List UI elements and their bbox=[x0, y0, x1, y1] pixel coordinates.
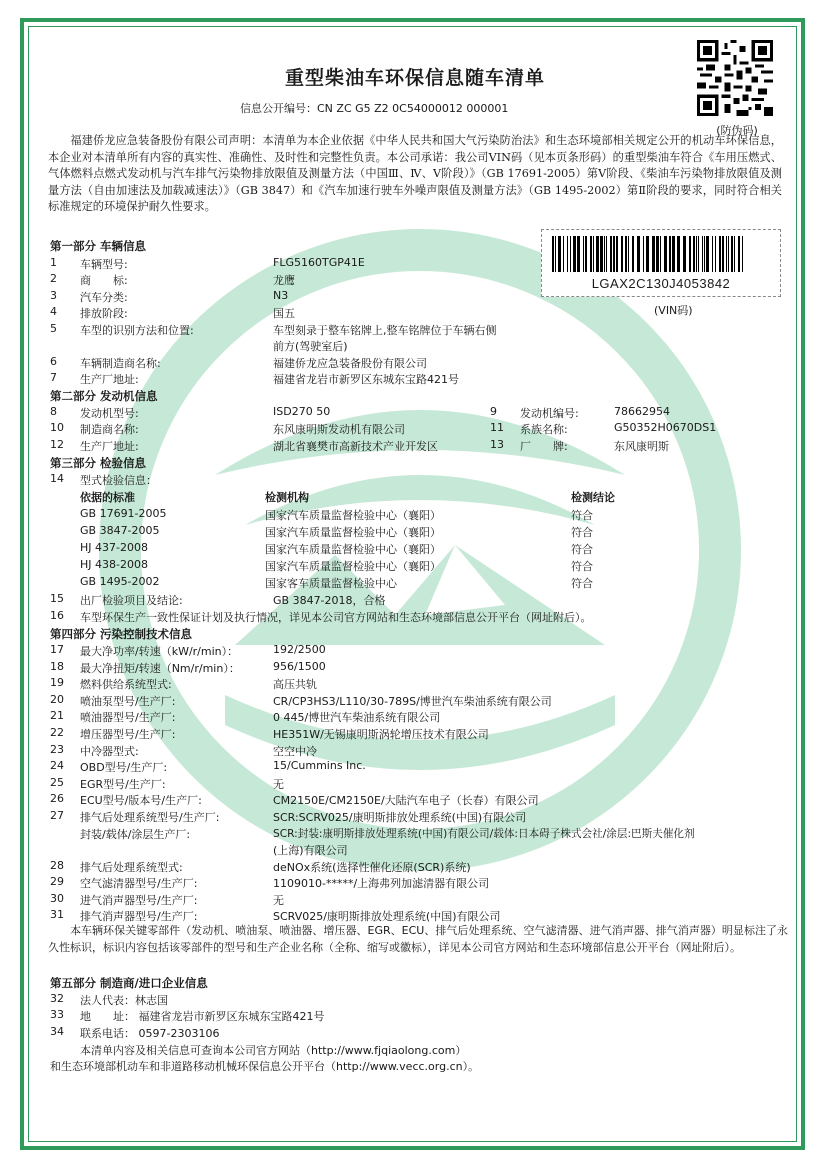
barcode-bar bbox=[637, 236, 640, 272]
barcode-bar bbox=[625, 236, 627, 272]
barcode-bar bbox=[677, 236, 680, 272]
item-value: SCR:SCRV025/康明斯排放处理系统(中国)有限公司 bbox=[273, 811, 527, 824]
col-header-standard: 依据的标准 bbox=[80, 491, 135, 504]
item-number: 5 bbox=[50, 322, 57, 335]
item-number: 31 bbox=[50, 908, 64, 922]
aftertreatment-supplier-value: SCR:封装:康明斯排放处理系统(中国)有限公司/载体:日本碍子株式会社/涂层:巴斯夫催化剂 bbox=[273, 828, 695, 840]
barcode-bar bbox=[643, 236, 644, 272]
barcode-bar bbox=[683, 236, 686, 272]
barcode-bar bbox=[632, 236, 634, 272]
item-number: 26 bbox=[50, 792, 64, 806]
manufacturer-declaration: 福建侨龙应急装备股份有限公司声明：本清单为本企业依据《中华人民共和国大气污染防治法》和生态环境部相关规定公开的机动车环保信息，本企业对本清单所有内容的真实性、准确性、及时性和完整性负责。本公司承诺：我公司VIN码（见本页条形码）的重型柴油车符合《车用压燃式、气体燃料点燃式发动机与汽车排气污染物排放限值及测量方法（中国Ⅲ、Ⅳ、Ⅴ阶段）》（GB 17691-2005）第Ⅴ阶段、《柴油车污染物排放限值及测量方法（自由加速法及加载减速法）》（GB 3847）和《汽车加速行驶车外噪声限值及测量方法》（GB 1495-2002）第Ⅱ阶段的要求，同时符合相关标准规定的环境保护耐久性要求。 bbox=[48, 134, 782, 213]
table-cell: 符合 bbox=[571, 560, 593, 573]
barcode-bar bbox=[621, 236, 623, 272]
item-number: 18 bbox=[50, 659, 64, 673]
item-number: 14 bbox=[50, 472, 64, 485]
item-number: 13 bbox=[490, 438, 504, 451]
item-value: deNOx系统(选择性催化还原(SCR)系统) bbox=[273, 861, 471, 874]
item-value: 无 bbox=[273, 893, 284, 907]
barcode-bar bbox=[583, 236, 584, 272]
barcode-bar bbox=[734, 236, 735, 272]
table-cell: GB 3847-2005 bbox=[80, 524, 160, 537]
vin-caption: (VIN码) bbox=[654, 304, 693, 317]
engine-maker-value: 东风康明斯发动机有限公司 bbox=[273, 423, 405, 436]
table-cell: 国家汽车质量监督检验中心（襄阳） bbox=[265, 560, 441, 573]
item-label: 系族名称: bbox=[520, 423, 568, 436]
factory-inspection-value: GB 3847-2018，合格 bbox=[273, 594, 386, 607]
item-number: 3 bbox=[50, 289, 57, 302]
item-label: 发动机型号: bbox=[80, 407, 139, 420]
item-value: SCRV025/康明斯排放处理系统(中国)有限公司 bbox=[273, 910, 501, 924]
table-cell: 国家客车质量监督检验中心 bbox=[265, 577, 397, 590]
barcode-bar bbox=[712, 236, 713, 272]
item-number: 34 bbox=[50, 1025, 64, 1038]
item-number: 29 bbox=[50, 875, 64, 889]
family-name-value: G50352H0670DS1 bbox=[614, 421, 717, 434]
vin-barcode bbox=[552, 236, 772, 272]
table-cell: GB 1495-2002 bbox=[80, 575, 160, 588]
disclosure-code-value: CN ZC G5 Z2 0C54000012 000001 bbox=[317, 102, 509, 115]
barcode-bar bbox=[698, 236, 699, 272]
barcode-bar bbox=[558, 236, 561, 272]
item-number: 8 bbox=[50, 405, 57, 418]
barcode-bar bbox=[704, 236, 705, 272]
document-title: 重型柴油车环保信息随车清单 bbox=[284, 67, 545, 89]
barcode-bar bbox=[616, 236, 618, 272]
item-value: 192/2500 bbox=[273, 643, 326, 656]
item-value: 1109010-*****/上海弗列加滤清器有限公司 bbox=[273, 877, 490, 891]
barcode-bar bbox=[722, 236, 724, 272]
legal-rep: 法人代表：林志国 bbox=[80, 994, 168, 1007]
item-label: 生产厂地址: bbox=[80, 373, 139, 386]
barcode-bar bbox=[585, 236, 587, 272]
barcode-bar bbox=[590, 236, 592, 272]
table-cell: 符合 bbox=[571, 577, 593, 590]
item-label: 喷油器型号/生产厂: bbox=[80, 711, 176, 725]
item-value: 高压共轨 bbox=[273, 678, 317, 692]
barcode-bar bbox=[600, 236, 603, 272]
company-address: 地 址： 福建省龙岩市新罗区东城东宝路421号 bbox=[80, 1010, 325, 1023]
item-label: ECU型号/版本号/生产厂: bbox=[80, 794, 202, 808]
barcode-bar bbox=[669, 236, 671, 272]
col-header-result: 检测结论 bbox=[571, 491, 615, 504]
item-label: 型式检验信息： bbox=[80, 474, 157, 487]
item-value: 无 bbox=[273, 777, 284, 791]
item-label: EGR型号/生产厂: bbox=[80, 777, 166, 791]
item-number: 21 bbox=[50, 709, 64, 723]
footer-platform: 和生态环境部机动车和非道路移动机械环保信息公开平台（http://www.vecc.org.cn）。 bbox=[50, 1060, 480, 1073]
barcode-bar bbox=[696, 236, 697, 272]
item-label: 排气后处理系统型号/生产厂: bbox=[80, 811, 220, 824]
conformity-statement: 车型环保生产一致性保证计划及执行情况，详见本公司官方网站和生态环境部信息公开平台（网址附后）。 bbox=[80, 611, 592, 624]
item-label: 增压器型号/生产厂: bbox=[80, 728, 176, 741]
section-inspection-info: 第三部分 检验信息 bbox=[50, 456, 147, 470]
barcode-bar bbox=[577, 236, 580, 272]
item-label: 进气消声器型号/生产厂: bbox=[80, 893, 198, 907]
item-number: 4 bbox=[50, 305, 57, 318]
table-cell: HJ 437-2008 bbox=[80, 541, 148, 554]
item-number: 27 bbox=[50, 809, 64, 822]
item-number: 15 bbox=[50, 592, 64, 605]
section-vehicle-info: 第一部分 车辆信息 bbox=[50, 239, 147, 253]
identification-value: 车型刻录于整车铭牌上,整车铭牌位于车辆右侧 bbox=[273, 324, 497, 337]
section-manufacturer-info: 第五部分 制造商/进口企业信息 bbox=[50, 976, 208, 990]
barcode-bar bbox=[555, 236, 556, 272]
item-number: 17 bbox=[50, 643, 64, 656]
aftertreatment-supplier-value-cont: (上海)有限公司 bbox=[273, 844, 348, 857]
barcode-bar bbox=[660, 236, 661, 272]
item-number: 30 bbox=[50, 891, 64, 905]
item-label: 封装/载体/涂层生产厂: bbox=[80, 828, 191, 841]
anti-counterfeit-qr-code bbox=[697, 40, 773, 116]
item-label: 最大净扭矩/转速（Nm/r/min）： bbox=[80, 661, 240, 675]
disclosure-code-label: 信息公开编号： bbox=[240, 102, 317, 115]
item-number: 1 bbox=[50, 256, 57, 269]
item-number: 25 bbox=[50, 775, 64, 789]
item-label: 车型的识别方法和位置: bbox=[80, 324, 194, 337]
barcode-bar bbox=[563, 236, 564, 272]
item-number: 6 bbox=[50, 355, 57, 368]
barcode-bar bbox=[706, 236, 709, 272]
vehicle-model-value: FLG5160TGP41E bbox=[273, 256, 365, 269]
item-label: 排放阶段: bbox=[80, 307, 128, 320]
table-cell: 符合 bbox=[571, 509, 593, 522]
barcode-bar bbox=[664, 236, 667, 272]
item-number: 33 bbox=[50, 1008, 64, 1021]
barcode-bar bbox=[738, 236, 740, 272]
item-value: 15/Cummins Inc. bbox=[273, 759, 366, 773]
item-label: 商 标: bbox=[80, 274, 128, 287]
barcode-bar bbox=[610, 236, 612, 272]
disclosure-code bbox=[240, 100, 600, 116]
table-cell: 国家汽车质量监督检验中心（襄阳） bbox=[265, 509, 441, 522]
item-value: 0 445/博世汽车柴油系统有限公司 bbox=[273, 711, 441, 725]
identification-value-cont: 前方(驾驶室后) bbox=[273, 340, 348, 353]
item-label: 制造商名称: bbox=[80, 423, 139, 436]
category-value: N3 bbox=[273, 289, 289, 302]
table-cell: 符合 bbox=[571, 526, 593, 539]
brand-value: 龙鹰 bbox=[273, 274, 295, 287]
barcode-bar bbox=[656, 236, 659, 272]
barcode-bar bbox=[726, 236, 727, 272]
engine-address-value: 湖北省襄樊市高新技术产业开发区 bbox=[273, 440, 438, 453]
barcode-bar bbox=[672, 236, 675, 272]
item-number: 10 bbox=[50, 421, 64, 434]
item-label: 燃料供给系统型式: bbox=[80, 678, 172, 692]
item-value: CM2150E/CM2150E/大陆汽车电子（长春）有限公司 bbox=[273, 794, 539, 808]
item-label: 排气消声器型号/生产厂: bbox=[80, 910, 198, 924]
key-parts-note: 本车辆环保关键零部件（发动机、喷油泵、喷油器、增压器、EGR、ECU、排气后处理系统、空气滤清器、进气消声器、排气消声器）明显标注了永久性标识，标识内容包括该零部件的型号和生产企业名称（全称、缩写或徽标），详见本公司官方网站和生态环境部信息公开平台（网址附后）。 bbox=[48, 924, 788, 954]
col-header-agency: 检测机构 bbox=[265, 491, 309, 504]
item-number: 22 bbox=[50, 726, 64, 739]
factory-address-value: 福建省龙岩市新罗区东城东宝路421号 bbox=[273, 373, 459, 386]
barcode-bar bbox=[628, 236, 629, 272]
item-number: 24 bbox=[50, 759, 64, 773]
item-number: 12 bbox=[50, 438, 64, 451]
item-label: 最大净功率/转速（kW/r/min）： bbox=[80, 645, 239, 658]
emission-stage-value: 国五 bbox=[273, 307, 295, 320]
barcode-bar bbox=[728, 236, 729, 272]
engine-model-value: ISD270 50 bbox=[273, 405, 331, 418]
item-value: 空空中冷 bbox=[273, 744, 317, 758]
barcode-bar bbox=[552, 236, 554, 272]
item-number: 23 bbox=[50, 742, 64, 756]
section-engine-info: 第二部分 发动机信息 bbox=[50, 389, 158, 403]
barcode-bar bbox=[702, 236, 703, 272]
barcode-bar bbox=[570, 236, 571, 272]
vin-code: LGAX2C130J4053842 bbox=[591, 276, 731, 291]
barcode-bar bbox=[596, 236, 599, 272]
item-number: 20 bbox=[50, 692, 64, 706]
barcode-bar bbox=[731, 236, 733, 272]
item-number: 9 bbox=[490, 405, 497, 418]
item-label: 排气后处理系统型式: bbox=[80, 861, 183, 874]
item-label: 生产厂地址: bbox=[80, 440, 139, 453]
item-label: 中冷器型式: bbox=[80, 744, 139, 758]
item-label: 汽车分类: bbox=[80, 291, 128, 304]
item-label: 厂 牌: bbox=[520, 440, 568, 453]
item-number: 19 bbox=[50, 676, 64, 690]
barcode-bar bbox=[742, 236, 743, 272]
footer-website: 本清单内容及相关信息可查询本公司官方网站（http://www.fjqiaolong.com） bbox=[80, 1044, 467, 1057]
item-label: 车辆型号: bbox=[80, 258, 128, 271]
barcode-bar bbox=[689, 236, 691, 272]
item-number: 7 bbox=[50, 371, 57, 384]
item-value: 956/1500 bbox=[273, 659, 326, 673]
section-pollution-control: 第四部分 污染控制技术信息 bbox=[50, 627, 193, 641]
item-value: HE351W/无锡康明斯涡轮增压技术有限公司 bbox=[273, 728, 489, 741]
barcode-bar bbox=[567, 236, 568, 272]
qr-caption: (防伪码) bbox=[716, 124, 758, 137]
item-number: 16 bbox=[50, 609, 64, 622]
barcode-bar bbox=[646, 236, 649, 272]
barcode-bar bbox=[719, 236, 721, 272]
table-cell: GB 17691-2005 bbox=[80, 507, 167, 520]
item-label: 空气滤清器型号/生产厂: bbox=[80, 877, 198, 891]
manufacturer-value: 福建侨龙应急装备股份有限公司 bbox=[273, 357, 427, 370]
item-label: 发动机编号: bbox=[520, 407, 579, 420]
barcode-bar bbox=[693, 236, 695, 272]
barcode-bar bbox=[604, 236, 605, 272]
engine-number-value: 78662954 bbox=[614, 405, 670, 418]
item-value: CR/CP3HS3/L110/30-789S/博世汽车柴油系统有限公司 bbox=[273, 694, 552, 708]
barcode-bar bbox=[613, 236, 615, 272]
engine-brand-value: 东风康明斯 bbox=[614, 440, 669, 453]
item-label: 出厂检验项目及结论: bbox=[80, 594, 183, 607]
item-number: 32 bbox=[50, 992, 64, 1005]
company-phone: 联系电话： 0597-2303106 bbox=[80, 1027, 220, 1040]
barcode-bar bbox=[573, 236, 576, 272]
table-cell: 国家汽车质量监督检验中心（襄阳） bbox=[265, 543, 441, 556]
barcode-bar bbox=[593, 236, 594, 272]
item-label: 车辆制造商名称: bbox=[80, 357, 161, 370]
item-number: 2 bbox=[50, 272, 57, 285]
item-label: OBD型号/生产厂: bbox=[80, 761, 168, 775]
item-label: 喷油泵型号/生产厂: bbox=[80, 694, 176, 708]
barcode-bar bbox=[606, 236, 607, 272]
table-cell: 国家汽车质量监督检验中心（襄阳） bbox=[265, 526, 441, 539]
vin-barcode-box bbox=[541, 229, 781, 297]
item-number: 11 bbox=[490, 421, 504, 434]
barcode-bar bbox=[652, 236, 655, 272]
table-cell: 符合 bbox=[571, 543, 593, 556]
item-number: 28 bbox=[50, 859, 64, 872]
barcode-bar bbox=[715, 236, 716, 272]
table-cell: HJ 438-2008 bbox=[80, 558, 148, 571]
